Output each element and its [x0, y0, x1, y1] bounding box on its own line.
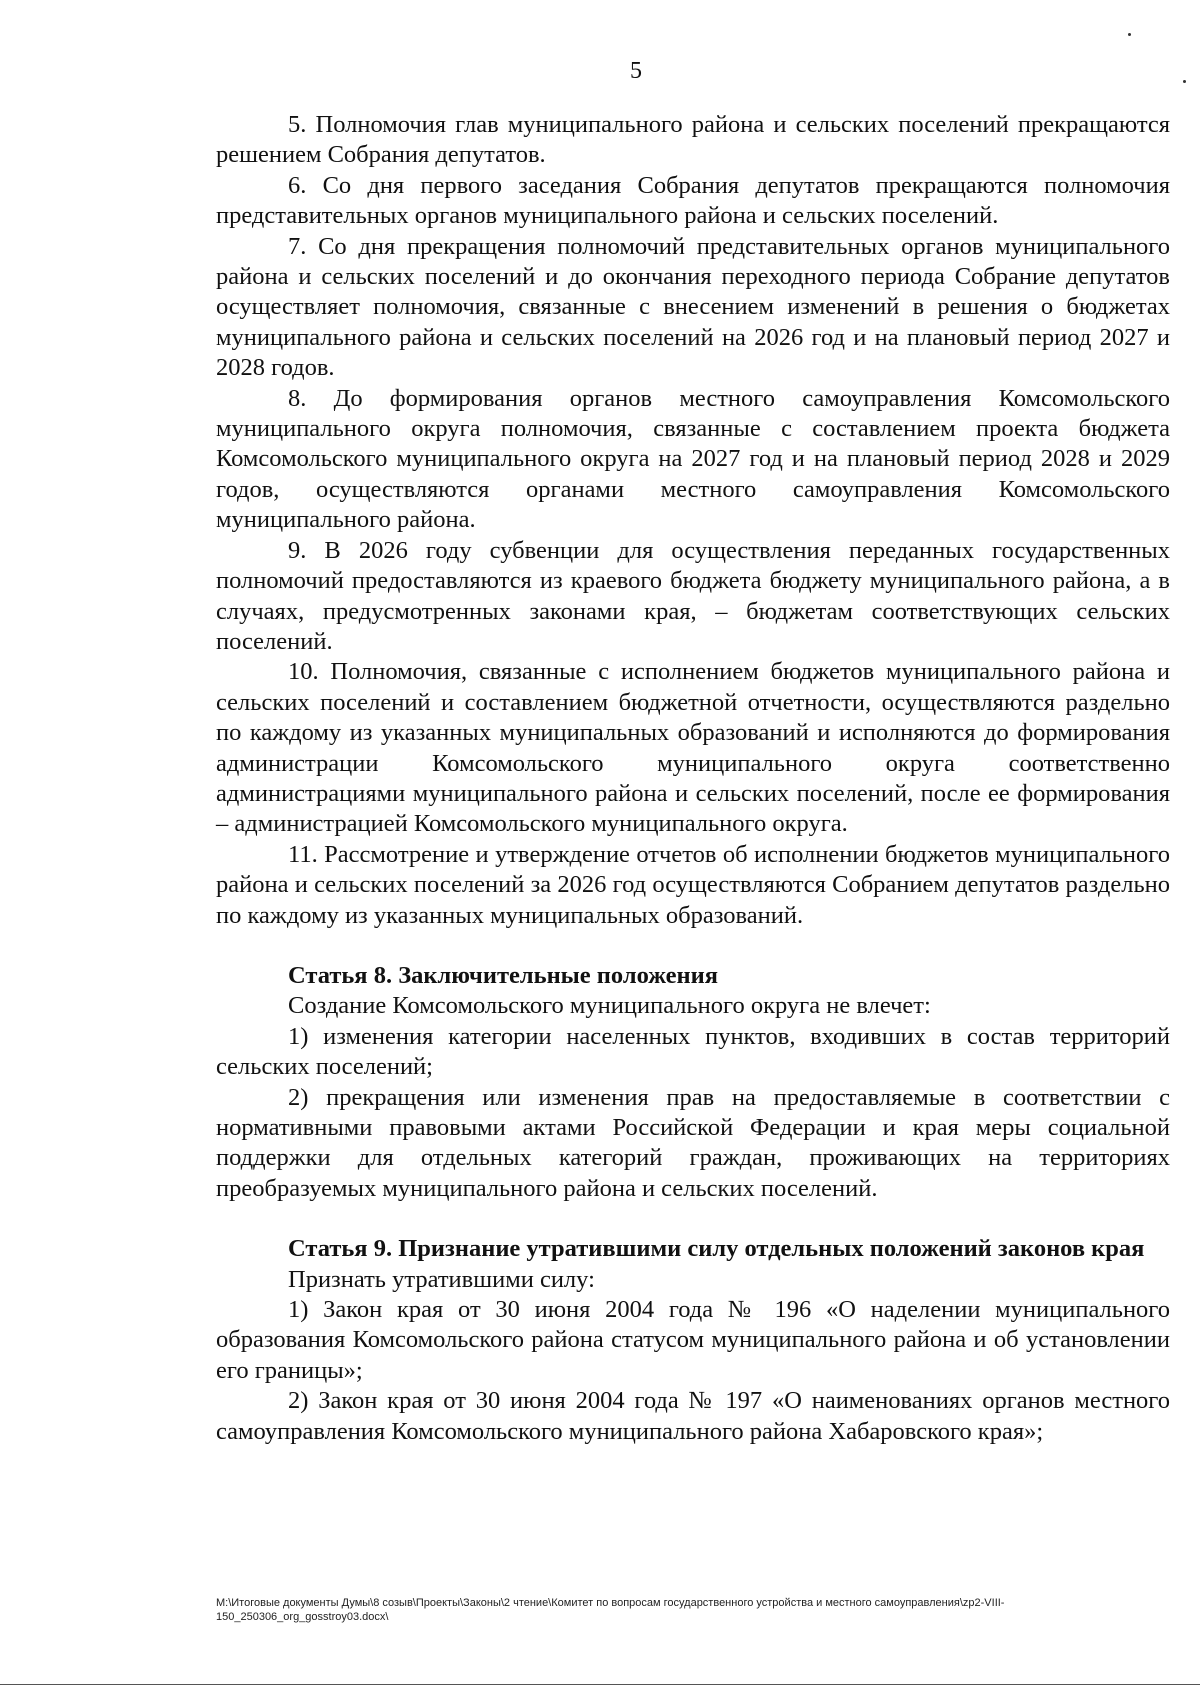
paragraph-7: 7. Со дня прекращения полномочий представительных органов муниципального района и сельских поселений и до окончания переходного периода Собрание депутатов осуществляет полномочия, связанные с внесением изменений в решения о бюджетах муниципального района и сельских поселений на 2026 год и на плановый период 2027 и 2028 годов.: [216, 232, 1170, 382]
paragraph-8: 8. До формирования органов местного самоуправления Комсомольского муниципального округа полномочия, связанные с составлением проекта бюджета Комсомольского муниципального округа на 2027 год и на плановый период 2028 и 2029 годов, осуществляются органами местного самоуправления Комсомольского муниципального района.: [216, 384, 1170, 534]
article-9-item-1: 1) Закон края от 30 июня 2004 года № 196 «О наделении муниципального образования Комсомольского района статусом муниципального района и об установлении его границы»;: [216, 1296, 1170, 1384]
article-8-heading: Статья 8. Заключительные положения: [288, 961, 719, 989]
article-8-item-1: 1) изменения категории населенных пунктов, входивших в состав территорий сельских поселений;: [216, 1022, 1170, 1081]
paragraph-11: 11. Рассмотрение и утверждение отчетов об исполнении бюджетов муниципального района и сельских поселений за 2026 год осуществляются Собранием депутатов раздельно по каждому из указанных муниципальных образований.: [216, 840, 1170, 929]
article-9-intro: Признать утратившими силу:: [288, 1265, 595, 1293]
scan-speck: [1183, 80, 1186, 83]
file-path-footer: M:\Итоговые документы Думы\8 созыв\Проекты\Законы\2 чтение\Комитет по вопросам государственного устройства и местного самоуправления\zp2-VIII-150_250306_org_gosstroy03.docx\: [216, 1597, 1005, 1623]
article-8-item-2: 2) прекращения или изменения прав на предоставляемые в соответствии с нормативными правовыми актами Российской Федерации и края меры социальной поддержки для отдельных категорий граждан, проживающих на территориях преобразуемых муниципального района и сельских поселений.: [216, 1083, 1170, 1202]
scan-edge-line: [0, 1684, 1200, 1685]
document-body: [216, 110, 1170, 1447]
article-8-intro: Создание Комсомольского муниципального округа не влечет:: [288, 992, 931, 1020]
scan-speck: [1128, 33, 1131, 36]
paragraph-10: 10. Полномочия, связанные с исполнением бюджетов муниципального района и сельских поселений и составлением бюджетной отчетности, осуществляются раздельно по каждому из указанных муниципальных образований и исполняются до формирования администрации Комсомольского муниципального округа соответственно администрациями муниципального района и сельских поселений, после ее формирования – администрацией Комсомольского муниципального округа.: [216, 658, 1170, 838]
section-gap: [216, 931, 1170, 961]
paragraph-5: 5. Полномочия глав муниципального района и сельских поселений прекращаются решением Собрания депутатов.: [216, 111, 1170, 169]
paragraph-6: 6. Со дня первого заседания Собрания депутатов прекращаются полномочия представительных органов муниципального района и сельских поселений.: [216, 171, 1170, 230]
section-gap: [216, 1204, 1170, 1234]
article-9-heading: Статья 9. Признание утратившими силу отдельных положений законов края: [288, 1235, 1145, 1263]
paragraph-9: 9. В 2026 году субвенции для осуществления переданных государственных полномочий предоставляются из краевого бюджета бюджету муниципального района, а в случаях, предусмотренных законами края, – бюджетам соответствующих сельских поселений.: [216, 536, 1170, 655]
page-number: 5: [630, 58, 642, 84]
article-9-item-2: 2) Закон края от 30 июня 2004 года № 197 «О наименованиях органов местного самоуправления Комсомольского муниципального района Хабаровского края»;: [216, 1387, 1170, 1445]
